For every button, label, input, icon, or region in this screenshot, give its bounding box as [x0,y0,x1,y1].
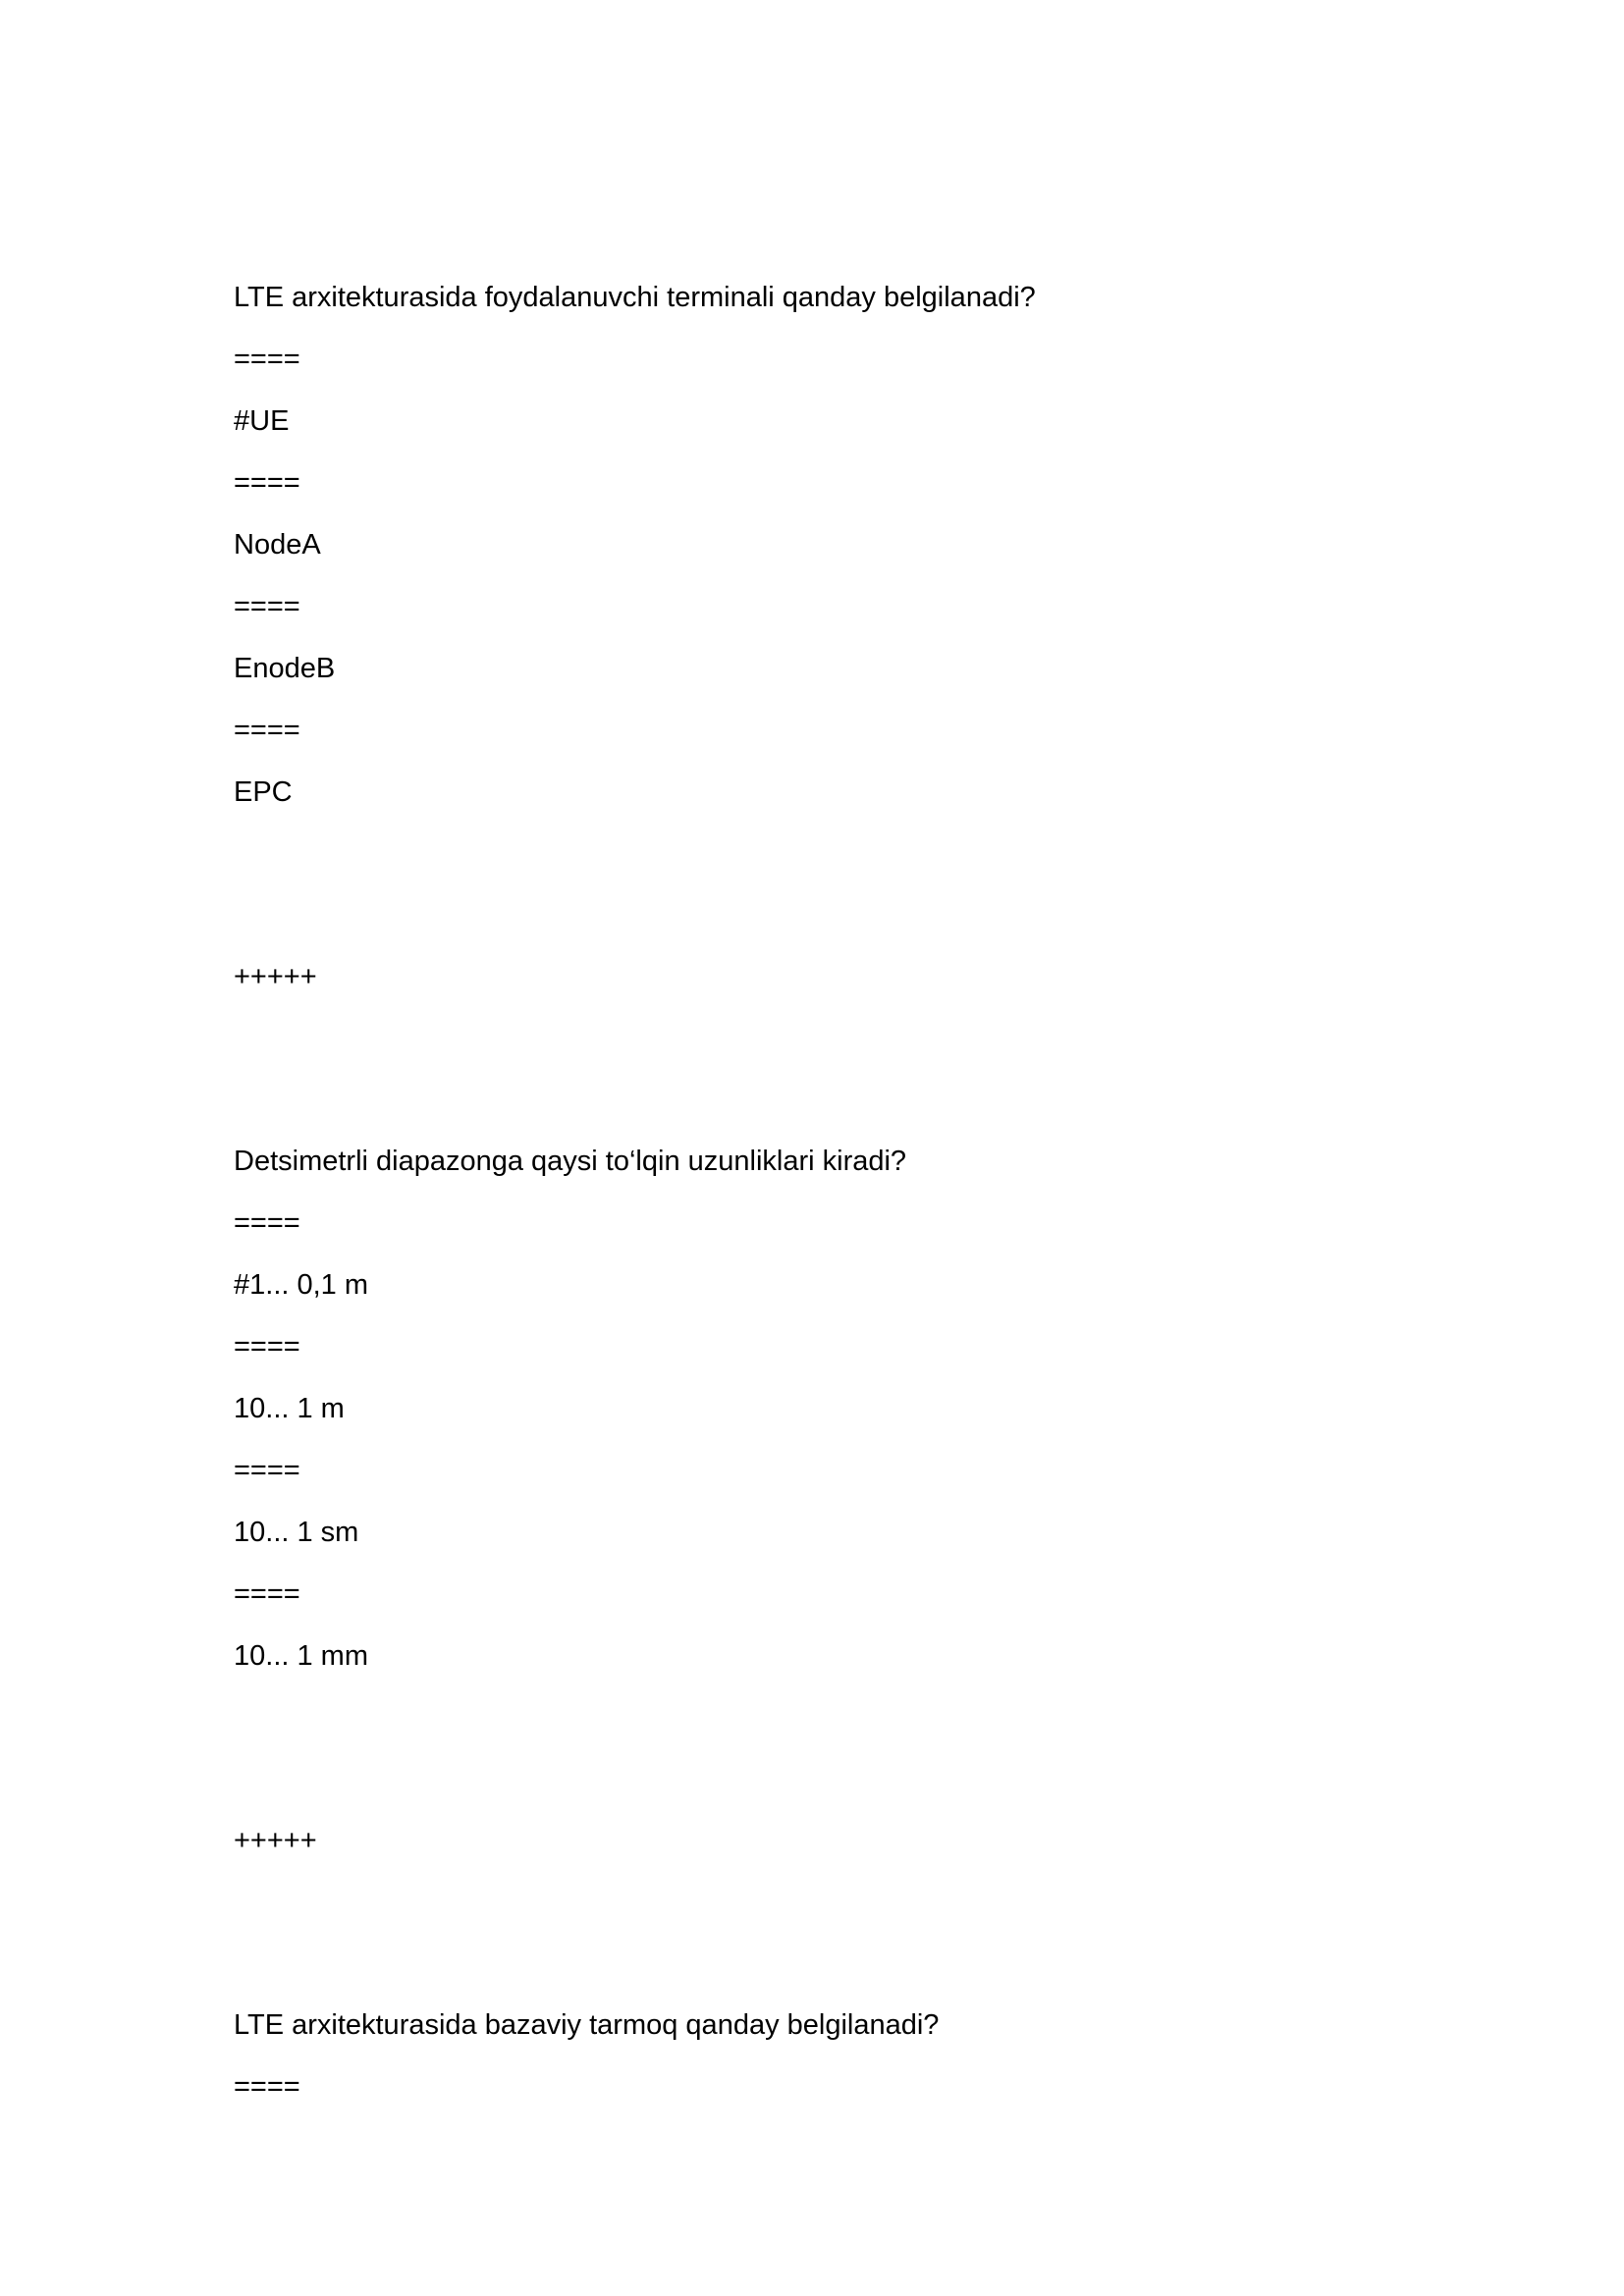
answer-option: #UE [234,405,290,437]
answer-option: EnodeB [234,653,336,684]
question-end-marker: +++++ [234,961,317,992]
separator: ==== [234,1578,300,1610]
separator: ==== [234,1331,300,1362]
answer-option: #1... 0,1 m [234,1269,369,1301]
separator: ==== [234,467,300,499]
question-end-marker: +++++ [234,1825,317,1856]
answer-option: EPC [234,776,293,808]
separator: ==== [234,591,300,622]
answer-option: 10... 1 sm [234,1517,359,1548]
answer-option: 10... 1 m [234,1393,345,1424]
answer-option: 10... 1 mm [234,1640,368,1672]
separator: ==== [234,344,300,375]
question-text: LTE arxitekturasida foydalanuvchi terminali qanday belgilanadi? [234,282,1036,313]
answer-option: NodeA [234,529,321,561]
separator: ==== [234,1207,300,1239]
separator: ==== [234,1455,300,1486]
separator: ==== [234,715,300,746]
question-text: Detsimetrli diapazonga qaysi to‘lqin uzunliklari kiradi? [234,1146,907,1177]
question-text: LTE arxitekturasida bazaviy tarmoq qanday belgilanadi? [234,2009,940,2041]
separator: ==== [234,2071,300,2103]
